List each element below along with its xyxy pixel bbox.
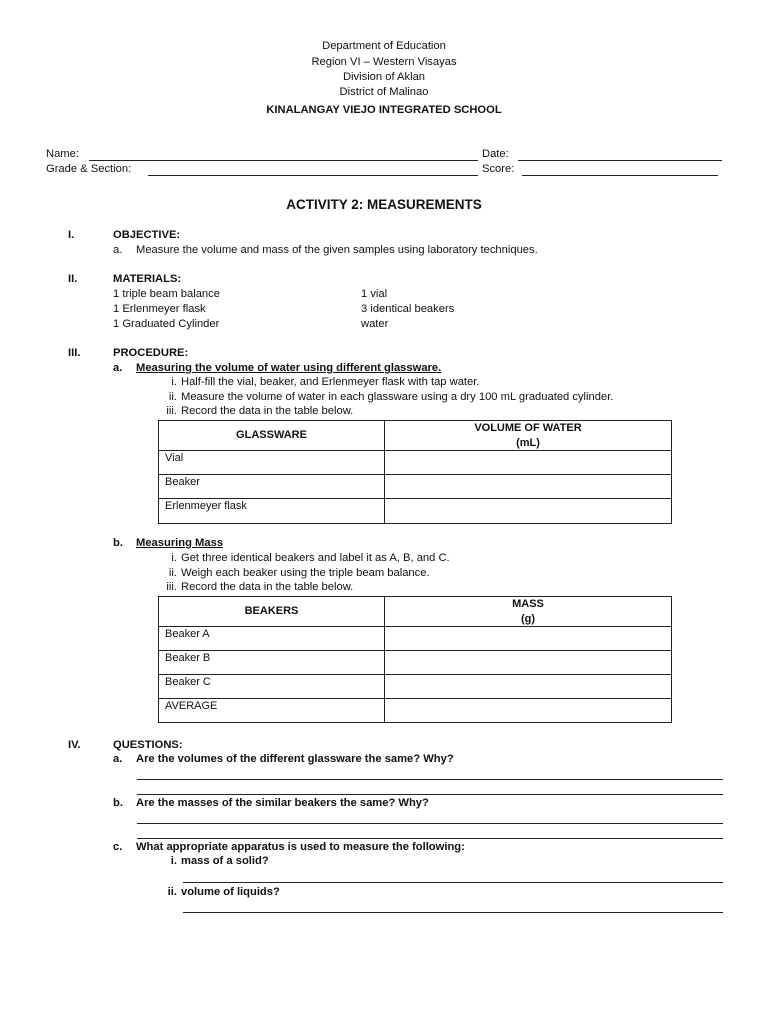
glassware-cell: Beaker <box>159 475 385 499</box>
question-a-letter: a. <box>113 753 123 765</box>
material-item: 1 triple beam balance <box>113 288 220 300</box>
answer-line[interactable] <box>137 838 723 839</box>
procedure-a-title: Measuring the volume of water using different glassware. <box>136 362 442 374</box>
header-department: Department of Education <box>322 40 446 52</box>
sub-question-number: ii. <box>167 886 177 898</box>
header-school: KINALANGAY VIEJO INTEGRATED SCHOOL <box>266 104 502 116</box>
mass-input-cell[interactable] <box>385 651 672 675</box>
date-label: Date: <box>482 148 509 160</box>
procedure-heading: PROCEDURE: <box>113 347 189 359</box>
table-row <box>159 475 672 499</box>
question-a-text: Are the volumes of the different glassware the same? Why? <box>136 753 454 765</box>
objective-item-letter: a. <box>113 244 123 256</box>
question-c-letter: c. <box>113 841 123 853</box>
beaker-cell: Beaker C <box>159 675 385 699</box>
volume-header-unit: (mL) <box>516 436 540 449</box>
step-text: Record the data in the table below. <box>181 405 354 417</box>
materials-number: II. <box>68 273 78 285</box>
header-division: Division of Aklan <box>342 71 426 83</box>
question-b-letter: b. <box>113 797 123 809</box>
beaker-cell: Beaker A <box>159 627 385 651</box>
step-number: i. <box>171 376 177 388</box>
questions-number: IV. <box>68 739 81 751</box>
step-text: Half-fill the vial, beaker, and Erlenmeyer flask with tap water. <box>181 376 480 388</box>
sub-question-number: i. <box>170 855 177 867</box>
material-item: 3 identical beakers <box>361 303 455 315</box>
answer-line[interactable] <box>137 823 723 824</box>
volume-table <box>158 420 672 524</box>
beaker-cell: AVERAGE <box>159 699 385 723</box>
step-text: Record the data in the table below. <box>181 581 354 593</box>
step-number: iii. <box>166 581 177 593</box>
sub-question-text: volume of liquids? <box>181 886 280 898</box>
mass-table-header-beakers: BEAKERS <box>159 597 385 627</box>
question-b-text: Are the masses of the similar beakers the same? Why? <box>136 797 429 809</box>
step-number: iii. <box>166 405 177 417</box>
answer-line[interactable] <box>183 912 723 913</box>
answer-line[interactable] <box>137 779 723 780</box>
glassware-cell: Erlenmeyer flask <box>159 499 385 524</box>
volume-input-cell[interactable] <box>385 451 672 475</box>
mass-header-unit: (g) <box>520 612 536 625</box>
objective-number: I. <box>68 229 75 241</box>
answer-line[interactable] <box>137 794 723 795</box>
procedure-a-letter: a. <box>113 362 123 374</box>
procedure-b-title: Measuring Mass <box>136 537 224 549</box>
header-district: District of Malinao <box>339 86 429 98</box>
volume-table-header-volume <box>385 421 672 451</box>
mass-table-header-mass <box>385 597 672 627</box>
objective-heading: OBJECTIVE: <box>113 229 181 241</box>
material-item: 1 Erlenmeyer flask <box>113 303 206 315</box>
volume-input-cell[interactable] <box>385 475 672 499</box>
procedure-b-letter: b. <box>113 537 123 549</box>
name-label: Name: <box>46 148 79 160</box>
answer-line[interactable] <box>183 882 723 883</box>
table-row <box>159 499 672 524</box>
question-c-text: What appropriate apparatus is used to measure the following: <box>136 841 465 853</box>
material-item: 1 Graduated Cylinder <box>113 318 220 330</box>
volume-header-line1: VOLUME OF WATER <box>474 422 582 435</box>
material-item: 1 vial <box>361 288 388 300</box>
volume-table-header-glassware: GLASSWARE <box>159 421 385 451</box>
objective-item-text: Measure the volume and mass of the given samples using laboratory techniques. <box>136 244 538 256</box>
table-row <box>159 651 672 675</box>
procedure-number: III. <box>68 347 81 359</box>
score-label: Score: <box>482 163 515 175</box>
mass-input-cell[interactable] <box>385 699 672 723</box>
mass-input-cell[interactable] <box>385 675 672 699</box>
table-row <box>159 675 672 699</box>
materials-heading: MATERIALS: <box>113 273 182 285</box>
date-field[interactable] <box>518 160 722 161</box>
step-number: i. <box>171 552 177 564</box>
table-row <box>159 699 672 723</box>
questions-heading: QUESTIONS: <box>113 739 183 751</box>
mass-header-line1: MASS <box>512 598 544 611</box>
table-row <box>159 451 672 475</box>
sub-question-text: mass of a solid? <box>181 855 269 867</box>
step-text: Get three identical beakers and label it as A, B, and C. <box>181 552 450 564</box>
glassware-cell: Vial <box>159 451 385 475</box>
header-region: Region VI – Western Visayas <box>311 56 457 68</box>
beaker-cell: Beaker B <box>159 651 385 675</box>
score-field[interactable] <box>522 175 718 176</box>
step-text: Weigh each beaker using the triple beam balance. <box>181 567 430 579</box>
grade-section-field[interactable] <box>148 175 478 176</box>
step-number: ii. <box>168 391 177 403</box>
activity-title: ACTIVITY 2: MEASUREMENTS <box>286 197 482 212</box>
material-item: water <box>361 318 389 330</box>
volume-input-cell[interactable] <box>385 499 672 524</box>
grade-section-label: Grade & Section: <box>46 163 132 175</box>
step-number: ii. <box>168 567 177 579</box>
table-row <box>159 627 672 651</box>
mass-table <box>158 596 672 723</box>
mass-input-cell[interactable] <box>385 627 672 651</box>
step-text: Measure the volume of water in each glassware using a dry 100 mL graduated cylinder. <box>181 391 614 403</box>
name-field[interactable] <box>89 160 478 161</box>
